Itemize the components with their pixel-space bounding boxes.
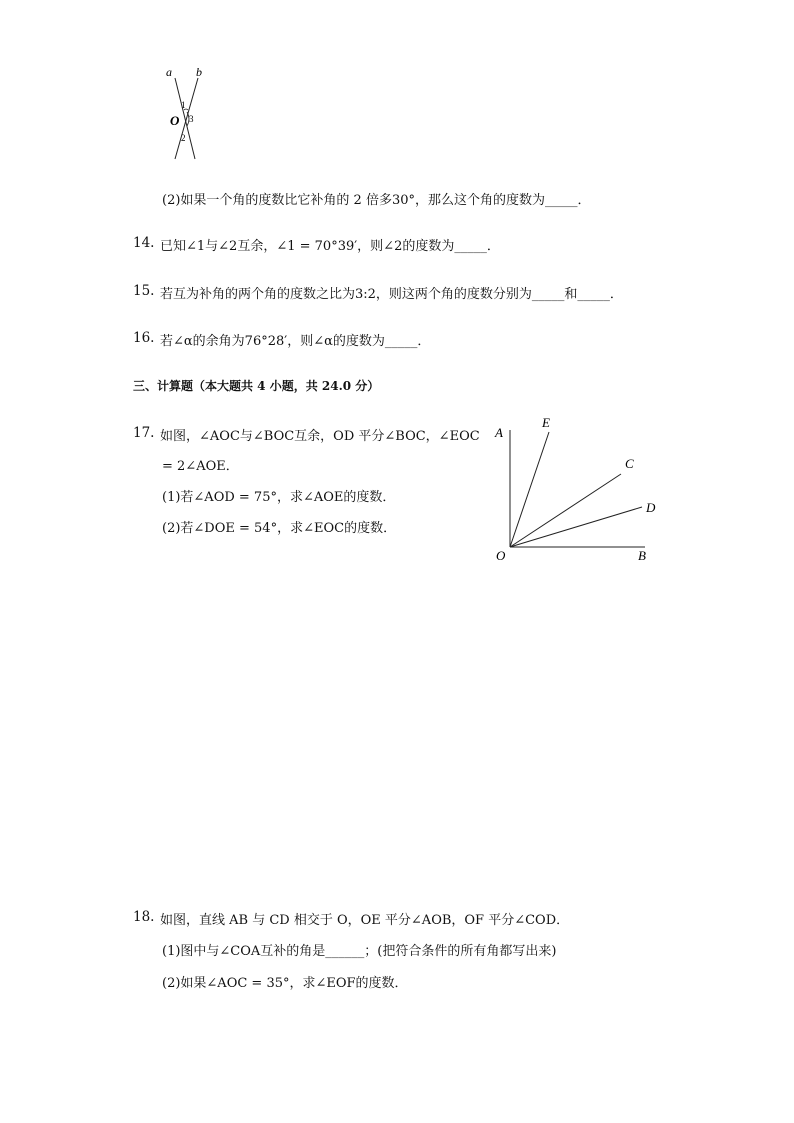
ray-oe (510, 432, 549, 547)
label-2: 2 (181, 133, 186, 143)
section-heading: 三、计算题（本大题共 4 小题，共 24.0 分） (133, 379, 380, 393)
figure-rays (488, 410, 668, 570)
q16-text: 若∠α的余角为76°28′，则∠α的度数为_____． (160, 334, 431, 349)
q15-number: 15. (133, 283, 155, 299)
label-3: 3 (189, 114, 194, 124)
q13-sub2: (2)如果一个角的度数比它补角的 2 倍多30°，那么这个角的度数为_____． (162, 193, 591, 208)
q17-line1: 如图，∠AOC与∠BOC互余，OD 平分∠BOC，∠EOC (160, 429, 480, 444)
q14-text: 已知∠1与∠2互余，∠1 = 70°39′，则∠2的度数为_____． (160, 239, 500, 254)
q14-number: 14. (133, 235, 155, 251)
label-A: A (495, 425, 503, 440)
q17-line2: = 2∠AOE． (162, 459, 239, 474)
label-1: 1 (181, 100, 186, 110)
figure-intersecting-lines (160, 62, 220, 167)
label-E: E (542, 415, 550, 430)
q16-number: 16. (133, 330, 155, 346)
label-O: O (496, 548, 506, 563)
q18-number: 18. (133, 909, 155, 925)
label-b: b (196, 65, 202, 79)
q18-line1: 如图，直线 AB 与 CD 相交于 O，OE 平分∠AOB，OF 平分∠COD． (160, 913, 570, 928)
label-a: a (166, 65, 172, 79)
q15-text: 若互为补角的两个角的度数之比为3:2，则这两个角的度数分别为_____和_____． (160, 287, 623, 302)
label-B: B (638, 548, 646, 563)
ray-oc (510, 474, 621, 547)
q17-sub2: (2)若∠DOE = 54°，求∠EOC的度数． (162, 521, 397, 536)
label-D: D (646, 500, 656, 515)
label-C: C (625, 456, 634, 471)
q17-number: 17. (133, 425, 155, 441)
q17-sub1: (1)若∠AOD = 75°，求∠AOE的度数． (162, 490, 396, 505)
ray-od (510, 507, 642, 547)
q18-sub1: (1)图中与∠COA互补的角是______；(把符合条件的所有角都写出来) (162, 944, 557, 959)
label-o: O (170, 113, 180, 128)
q18-sub2: (2)如果∠AOC = 35°，求∠EOF的度数． (162, 976, 408, 991)
